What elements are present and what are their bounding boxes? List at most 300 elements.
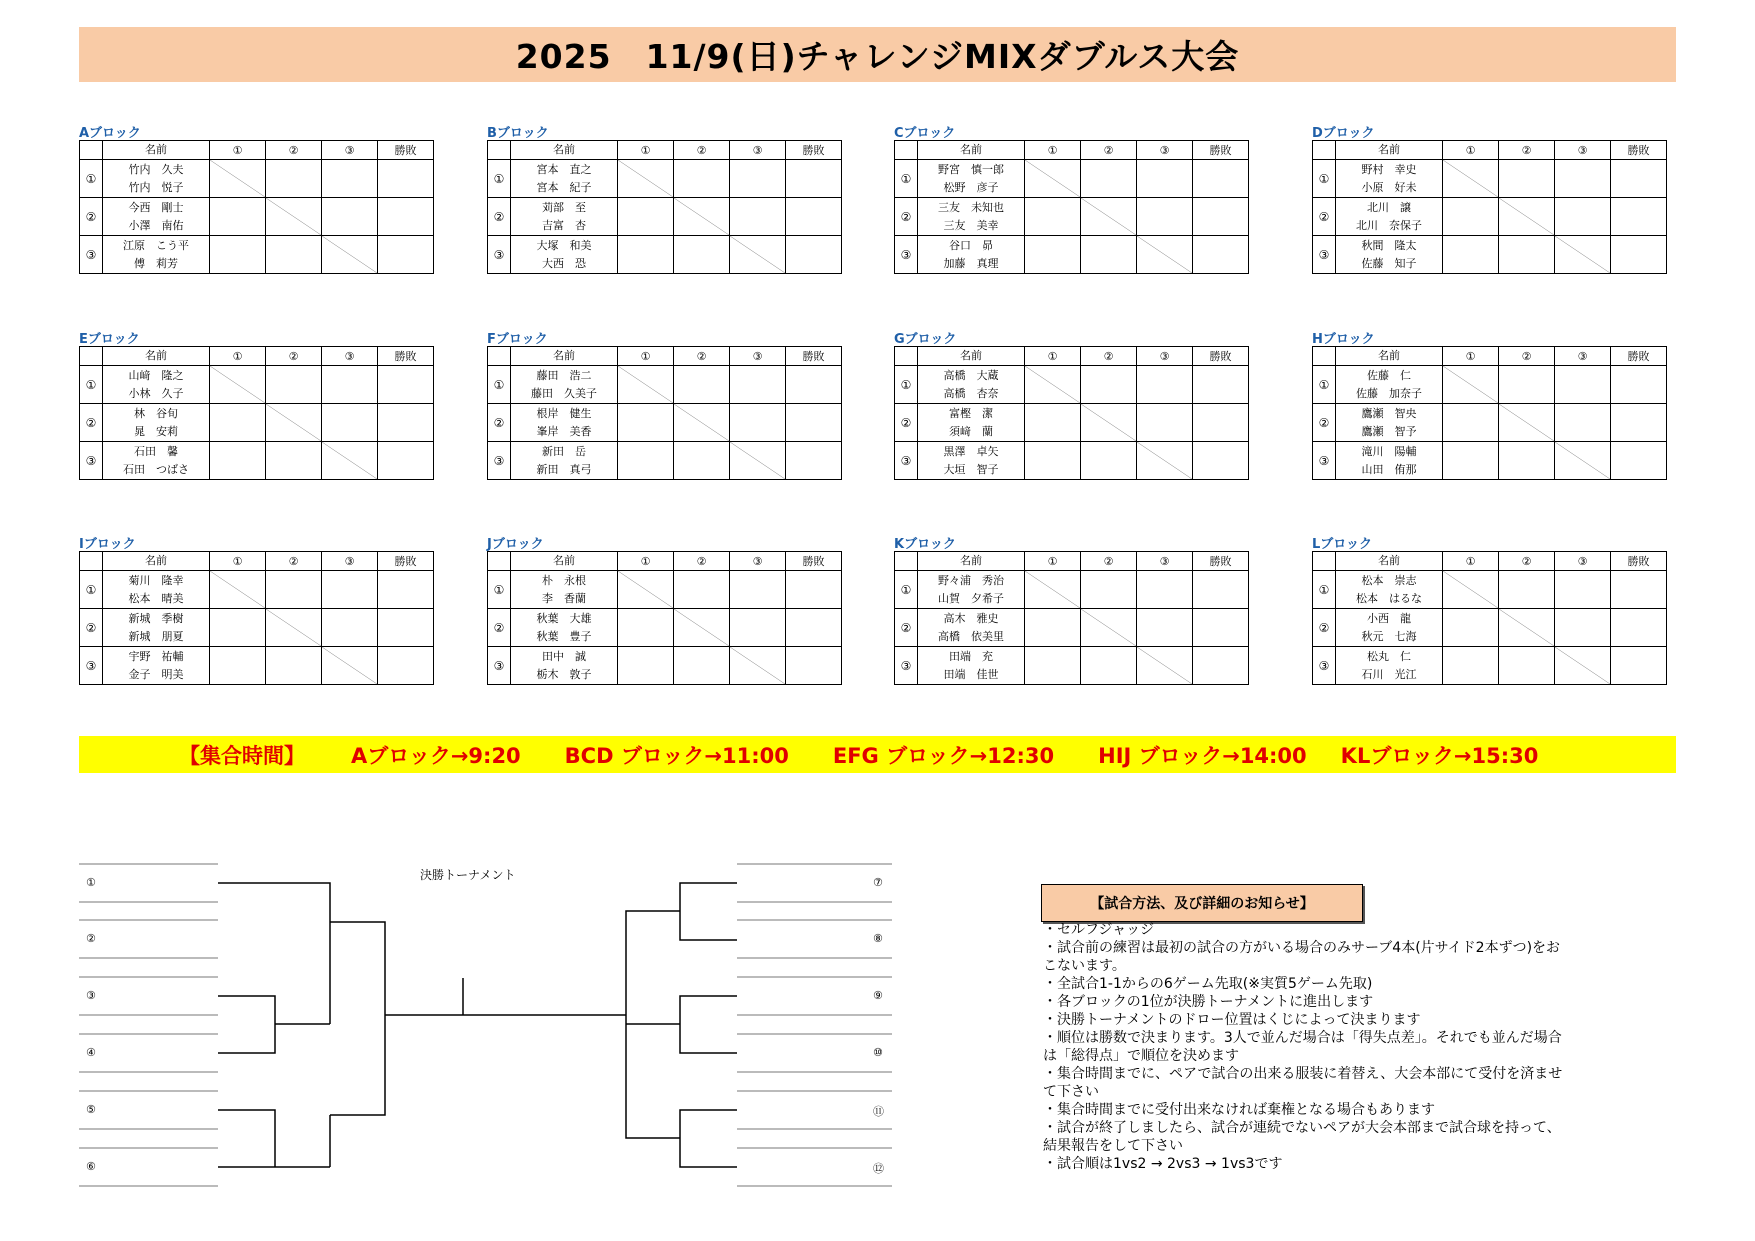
score-cell — [322, 609, 378, 647]
pair-number: ② — [895, 198, 918, 236]
pair-names — [1336, 609, 1443, 647]
score-cell — [1443, 647, 1499, 685]
player-name: 野宮 慎一郎 — [938, 162, 1004, 176]
result-cell — [1193, 404, 1249, 442]
pair-names — [103, 442, 210, 480]
score-cell — [674, 236, 730, 274]
header-c1: ① — [1025, 347, 1081, 366]
header-c3: ③ — [730, 347, 786, 366]
pair-names — [1336, 366, 1443, 404]
result-cell — [786, 442, 842, 480]
header-num — [895, 347, 918, 366]
score-cell — [266, 160, 322, 198]
pair-number: ② — [895, 609, 918, 647]
table-header-row — [488, 552, 842, 571]
pair-number: ② — [1313, 404, 1336, 442]
score-cell — [1555, 404, 1611, 442]
score-cell — [1025, 609, 1081, 647]
header-c2: ② — [674, 141, 730, 160]
block-table — [1312, 551, 1667, 685]
pair-number: ① — [488, 160, 511, 198]
table-row — [1313, 404, 1667, 442]
pair-names — [918, 160, 1025, 198]
player-name: 松野 彦子 — [943, 180, 999, 194]
player-name: 高橋 依美里 — [938, 629, 1004, 643]
table-header-row — [895, 552, 1249, 571]
header-num — [1313, 141, 1336, 160]
header-names: 名前 — [918, 552, 1025, 571]
player-name: 新城 朋夏 — [128, 629, 184, 643]
header-num — [1313, 347, 1336, 366]
header-c1: ① — [1443, 141, 1499, 160]
header-c3: ③ — [1137, 141, 1193, 160]
score-cell — [730, 404, 786, 442]
pair-names — [511, 609, 618, 647]
diagonal-cell — [1025, 366, 1081, 404]
pair-number: ① — [80, 366, 103, 404]
player-name: 林 谷旬 — [134, 406, 178, 420]
tournament-slot-right: ⑩ — [873, 1046, 883, 1059]
header-c2: ② — [674, 347, 730, 366]
player-name: 田端 佳世 — [943, 667, 999, 681]
table-row — [80, 571, 434, 609]
header-result: 勝敗 — [1611, 347, 1667, 366]
table-row — [80, 160, 434, 198]
pair-names — [103, 160, 210, 198]
score-cell — [1081, 160, 1137, 198]
block-label: Lブロック — [1312, 537, 1373, 552]
header-c1: ① — [210, 552, 266, 571]
player-name: 大塚 和美 — [536, 238, 592, 252]
pair-names — [103, 366, 210, 404]
score-cell — [1499, 160, 1555, 198]
table-header-row — [80, 141, 434, 160]
header-result: 勝敗 — [1611, 141, 1667, 160]
pair-number: ① — [488, 571, 511, 609]
player-name: 加藤 真理 — [943, 256, 999, 270]
player-name: 高橋 大蔵 — [943, 368, 999, 382]
pair-names — [918, 647, 1025, 685]
table-row — [488, 442, 842, 480]
score-cell — [674, 647, 730, 685]
header-c2: ② — [266, 552, 322, 571]
table-header-row — [488, 141, 842, 160]
header-names: 名前 — [511, 141, 618, 160]
pair-names — [918, 198, 1025, 236]
header-c1: ① — [618, 141, 674, 160]
player-name: 秋元 七海 — [1361, 629, 1417, 643]
score-cell — [1081, 571, 1137, 609]
block-label: Fブロック — [487, 332, 548, 347]
assembly-item-bcd: BCD ブロック→11:00 — [564, 743, 789, 768]
pair-names — [511, 198, 618, 236]
header-names: 名前 — [511, 347, 618, 366]
score-cell — [1025, 647, 1081, 685]
result-cell — [1611, 442, 1667, 480]
pair-number: ① — [488, 366, 511, 404]
player-name: 菊川 隆幸 — [128, 573, 184, 587]
player-name: 田中 誠 — [542, 649, 586, 663]
header-result: 勝敗 — [378, 347, 434, 366]
pair-number: ① — [80, 571, 103, 609]
table-row — [488, 647, 842, 685]
header-c3: ③ — [322, 141, 378, 160]
pair-number: ② — [488, 609, 511, 647]
header-c3: ③ — [1137, 347, 1193, 366]
pair-number: ① — [895, 571, 918, 609]
result-cell — [378, 236, 434, 274]
header-result: 勝敗 — [1193, 141, 1249, 160]
table-row — [80, 366, 434, 404]
block-label: Cブロック — [894, 126, 956, 141]
table-row — [80, 236, 434, 274]
table-row — [895, 236, 1249, 274]
result-cell — [786, 198, 842, 236]
diagonal-cell — [1137, 236, 1193, 274]
result-cell — [1193, 366, 1249, 404]
score-cell — [1555, 366, 1611, 404]
table-header-row — [1313, 552, 1667, 571]
player-name: 富樫 潔 — [949, 406, 993, 420]
player-name: 大西 恐 — [542, 256, 586, 270]
score-cell — [1443, 404, 1499, 442]
header-c2: ② — [266, 141, 322, 160]
header-c2: ② — [1499, 141, 1555, 160]
info-line: ・各ブロックの1位が決勝トーナメントに進出します — [1043, 994, 1374, 1010]
diagonal-cell — [674, 404, 730, 442]
header-c3: ③ — [730, 552, 786, 571]
player-name: 秋葉 大雄 — [536, 611, 592, 625]
result-cell — [378, 647, 434, 685]
header-result: 勝敗 — [378, 552, 434, 571]
table-row — [895, 571, 1249, 609]
pair-names — [511, 236, 618, 274]
result-cell — [378, 404, 434, 442]
block-label: Hブロック — [1312, 332, 1375, 347]
tournament-slot-right: ⑨ — [873, 989, 883, 1002]
header-num — [488, 347, 511, 366]
pair-number: ③ — [488, 236, 511, 274]
block-table — [79, 140, 434, 274]
header-names: 名前 — [103, 347, 210, 366]
player-name: 藤田 久美子 — [531, 386, 597, 400]
pair-number: ③ — [895, 236, 918, 274]
player-name: 竹内 悦子 — [128, 180, 184, 194]
player-name: 根岸 健生 — [536, 406, 592, 420]
info-line: ・試合が終了しましたら、試合が連続でないペアが大会本部まで試合球を持って、結果報告をして下さい — [1043, 1120, 1561, 1154]
score-cell — [1137, 198, 1193, 236]
pair-number: ② — [488, 404, 511, 442]
result-cell — [786, 160, 842, 198]
score-cell — [1025, 198, 1081, 236]
header-names: 名前 — [1336, 141, 1443, 160]
score-cell — [730, 609, 786, 647]
player-name: 小西 龍 — [1367, 611, 1411, 625]
player-name: 北川 奈保子 — [1356, 218, 1422, 232]
pair-number: ③ — [895, 647, 918, 685]
player-name: 黒澤 卓矢 — [943, 444, 999, 458]
score-cell — [1081, 366, 1137, 404]
player-name: 石田 つばさ — [123, 462, 189, 476]
header-c3: ③ — [322, 552, 378, 571]
pair-number: ② — [895, 404, 918, 442]
tournament-slot-right: ⑫ — [873, 1162, 884, 1175]
score-cell — [1499, 366, 1555, 404]
pair-number: ③ — [1313, 647, 1336, 685]
score-cell — [1555, 571, 1611, 609]
pair-number: ② — [488, 198, 511, 236]
header-result: 勝敗 — [1193, 552, 1249, 571]
diagonal-cell — [210, 571, 266, 609]
player-name: 滝川 陽輔 — [1361, 444, 1417, 458]
player-name: 高橋 杏奈 — [943, 386, 999, 400]
table-row — [1313, 571, 1667, 609]
pair-names — [103, 647, 210, 685]
diagonal-cell — [1025, 160, 1081, 198]
header-c2: ② — [1081, 347, 1137, 366]
header-num — [1313, 552, 1336, 571]
tournament-slot-right: ⑦ — [873, 876, 883, 889]
table-row — [488, 404, 842, 442]
result-cell — [1193, 442, 1249, 480]
pair-names — [1336, 198, 1443, 236]
header-c1: ① — [1025, 552, 1081, 571]
score-cell — [322, 160, 378, 198]
pair-names — [103, 571, 210, 609]
score-cell — [618, 609, 674, 647]
header-num — [895, 552, 918, 571]
header-names: 名前 — [1336, 347, 1443, 366]
header-c3: ③ — [1137, 552, 1193, 571]
player-name: 朴 永根 — [542, 573, 586, 587]
player-name: 野村 幸史 — [1361, 162, 1417, 176]
header-num — [80, 347, 103, 366]
header-num — [488, 141, 511, 160]
result-cell — [378, 160, 434, 198]
header-c3: ③ — [1555, 552, 1611, 571]
table-row — [1313, 160, 1667, 198]
pair-number: ② — [80, 609, 103, 647]
table-row — [895, 160, 1249, 198]
block-label: Aブロック — [79, 126, 141, 141]
pair-number: ② — [1313, 198, 1336, 236]
block-table — [487, 551, 842, 685]
player-name: 佐藤 知子 — [1361, 256, 1417, 270]
header-c1: ① — [618, 552, 674, 571]
score-cell — [322, 198, 378, 236]
score-cell — [1443, 198, 1499, 236]
player-name: 藤田 浩二 — [536, 368, 592, 382]
score-cell — [1499, 571, 1555, 609]
pair-names — [918, 236, 1025, 274]
table-header-row — [1313, 347, 1667, 366]
player-name: 金子 明美 — [128, 667, 184, 681]
result-cell — [378, 609, 434, 647]
assembly-item-kl: KLブロック→15:30 — [1340, 743, 1539, 768]
assembly-item-hij: HIJ ブロック→14:00 — [1098, 743, 1307, 768]
score-cell — [674, 160, 730, 198]
diagonal-cell — [1137, 442, 1193, 480]
player-name: 小原 好未 — [1361, 180, 1417, 194]
block-table — [79, 551, 434, 685]
result-cell — [1193, 647, 1249, 685]
pair-names — [103, 609, 210, 647]
player-name: 小林 久子 — [128, 386, 184, 400]
table-row — [80, 442, 434, 480]
pair-names — [1336, 236, 1443, 274]
diagonal-cell — [1081, 609, 1137, 647]
score-cell — [1137, 160, 1193, 198]
pair-names — [511, 442, 618, 480]
header-names: 名前 — [103, 552, 210, 571]
player-name: 宮本 直之 — [536, 162, 592, 176]
score-cell — [674, 571, 730, 609]
pair-number: ① — [80, 160, 103, 198]
result-cell — [786, 366, 842, 404]
header-result: 勝敗 — [1611, 552, 1667, 571]
score-cell — [618, 404, 674, 442]
score-cell — [1499, 236, 1555, 274]
table-row — [895, 366, 1249, 404]
score-cell — [210, 198, 266, 236]
pair-number: ③ — [488, 647, 511, 685]
header-c1: ① — [210, 347, 266, 366]
table-row — [80, 609, 434, 647]
score-cell — [210, 609, 266, 647]
score-cell — [674, 442, 730, 480]
player-name: 佐藤 仁 — [1367, 368, 1411, 382]
diagonal-cell — [266, 609, 322, 647]
pair-names — [511, 404, 618, 442]
pair-number: ③ — [80, 442, 103, 480]
result-cell — [1193, 160, 1249, 198]
diagonal-cell — [1443, 366, 1499, 404]
pair-names — [1336, 571, 1443, 609]
table-row — [895, 404, 1249, 442]
info-line: ・決勝トーナメントのドロー位置はくじによって決まります — [1043, 1012, 1421, 1028]
diagonal-cell — [674, 609, 730, 647]
result-cell — [786, 571, 842, 609]
result-cell — [786, 404, 842, 442]
table-header-row — [80, 347, 434, 366]
player-name: 竹内 久夫 — [128, 162, 184, 176]
player-name: 峯岸 美香 — [536, 424, 592, 438]
header-result: 勝敗 — [378, 141, 434, 160]
score-cell — [1137, 609, 1193, 647]
player-name: 晁 安莉 — [134, 424, 178, 438]
info-line: ・集合時間までに、ペアで試合の出来る服装に着替え、大会本部にて受付を済ませて下さい — [1043, 1066, 1563, 1100]
pair-names — [103, 236, 210, 274]
info-line: ・順位は勝数で決まります。3人で並んだ場合は「得失点差」。それでも並んだ場合は「総得点」で順位を決めます — [1043, 1030, 1562, 1064]
tournament-slot-left: ③ — [86, 989, 96, 1002]
score-cell — [1555, 160, 1611, 198]
header-names: 名前 — [103, 141, 210, 160]
table-row — [1313, 442, 1667, 480]
block-table — [1312, 346, 1667, 480]
header-result: 勝敗 — [786, 141, 842, 160]
header-c1: ① — [210, 141, 266, 160]
score-cell — [322, 366, 378, 404]
result-cell — [378, 366, 434, 404]
block-table — [487, 140, 842, 274]
player-name: 松丸 仁 — [1367, 649, 1411, 663]
header-num — [80, 552, 103, 571]
pair-number: ① — [1313, 160, 1336, 198]
score-cell — [322, 571, 378, 609]
pair-names — [511, 366, 618, 404]
tournament-slot-left: ① — [86, 876, 96, 889]
score-cell — [1025, 236, 1081, 274]
player-name: 苅部 至 — [542, 200, 586, 214]
score-cell — [210, 647, 266, 685]
header-names: 名前 — [918, 347, 1025, 366]
score-cell — [1137, 571, 1193, 609]
pair-names — [511, 571, 618, 609]
score-cell — [730, 160, 786, 198]
result-cell — [1193, 236, 1249, 274]
score-cell — [674, 366, 730, 404]
result-cell — [786, 647, 842, 685]
header-c2: ② — [1081, 552, 1137, 571]
table-row — [488, 571, 842, 609]
table-header-row — [895, 141, 1249, 160]
table-row — [80, 404, 434, 442]
info-heading: 【試合方法、及び詳細のお知らせ】 — [1041, 884, 1363, 922]
result-cell — [378, 442, 434, 480]
player-name: 山田 侑那 — [1361, 462, 1417, 476]
header-result: 勝敗 — [1193, 347, 1249, 366]
assembly-time-bar — [79, 736, 1676, 773]
score-cell — [266, 236, 322, 274]
player-name: 鷹瀬 智央 — [1361, 406, 1417, 420]
assembly-item-efg: EFG ブロック→12:30 — [832, 743, 1055, 768]
player-name: 松本 晴美 — [128, 591, 184, 605]
tournament-slot-left: ⑤ — [86, 1103, 96, 1116]
pair-number: ③ — [80, 647, 103, 685]
pair-number: ③ — [488, 442, 511, 480]
score-cell — [210, 236, 266, 274]
table-row — [488, 198, 842, 236]
result-cell — [1611, 647, 1667, 685]
diagonal-cell — [1555, 647, 1611, 685]
block-label: Eブロック — [79, 332, 140, 347]
score-cell — [1443, 442, 1499, 480]
header-c1: ① — [1443, 347, 1499, 366]
player-name: 大垣 智子 — [943, 462, 999, 476]
table-header-row — [1313, 141, 1667, 160]
table-row — [895, 647, 1249, 685]
pair-number: ① — [895, 366, 918, 404]
header-names: 名前 — [918, 141, 1025, 160]
diagonal-cell — [1555, 236, 1611, 274]
header-result: 勝敗 — [786, 347, 842, 366]
player-name: 山﨑 隆之 — [128, 368, 184, 382]
score-cell — [266, 366, 322, 404]
table-row — [895, 442, 1249, 480]
score-cell — [1081, 647, 1137, 685]
player-name: 栃木 敦子 — [536, 667, 592, 681]
player-name: 高木 雅史 — [943, 611, 999, 625]
result-cell — [1611, 404, 1667, 442]
score-cell — [1025, 404, 1081, 442]
result-cell — [1611, 160, 1667, 198]
table-row — [488, 160, 842, 198]
block-label: Dブロック — [1312, 126, 1375, 141]
table-header-row — [895, 347, 1249, 366]
diagonal-cell — [618, 160, 674, 198]
result-cell — [1611, 236, 1667, 274]
table-row — [488, 609, 842, 647]
